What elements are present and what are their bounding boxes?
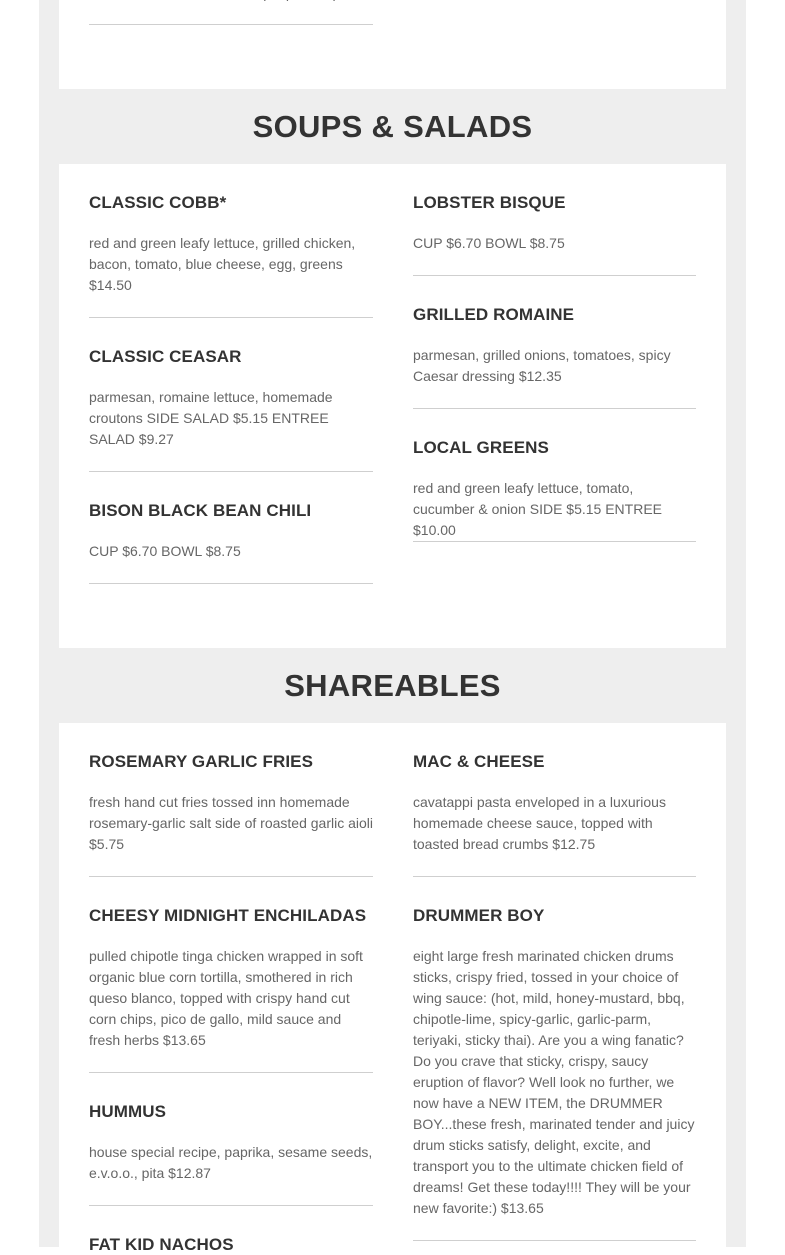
menu-item-name: FAT KID NACHOS	[89, 1235, 234, 1254]
menu-item-rosemary-garlic-fries	[89, 752, 373, 877]
menu-item-description: red and green leafy lettuce, grilled chicken, bacon, tomato, blue cheese, egg, greens $14.50	[89, 235, 356, 293]
menu-item-fat-kid-nachos	[89, 1235, 373, 1254]
menu-item-description: parmesan, romaine lettuce, homemade croutons SIDE SALAD $5.15 ENTREE SALAD $9.27	[89, 389, 333, 447]
menu-item-lobster-bisque	[413, 193, 696, 276]
section-header-shareables	[59, 648, 726, 723]
menu-item-description: parmesan, grilled onions, tomatoes, spicy Caesar dressing $12.35	[413, 347, 671, 384]
menu-item-bison-black-bean-chili	[89, 501, 373, 584]
menu-item-name: CLASSIC COBB*	[89, 193, 227, 212]
menu-item-description: pulled chipotle tinga chicken wrapped in soft organic blue corn tortilla, smothered in rich queso blanco, topped with crispy hand cut corn chips, pico de gallo, mild sauce and fresh herbs $13.65	[89, 948, 363, 1048]
section-title: SOUPS & SALADS	[252, 109, 533, 144]
menu-item-name: CHEESY MIDNIGHT ENCHILADAS	[89, 906, 367, 925]
menu-item-classic-cobb	[89, 193, 373, 318]
menu-item-description: cavatappi pasta enveloped in a luxurious homemade cheese sauce, topped with toasted bread crumbs $12.75	[413, 794, 666, 852]
menu-item-description: fresh hand cut fries tossed inn homemade rosemary-garlic salt side of roasted garlic aioli $5.75	[89, 794, 373, 852]
section-header-soups-salads	[59, 89, 726, 164]
menu-item-description: red and green leafy lettuce, tomato, cucumber & onion SIDE $5.15 ENTREE $10.00	[413, 480, 663, 538]
menu-item-name: LOCAL GREENS	[413, 438, 549, 457]
menu-item-mac-and-cheese	[413, 752, 696, 877]
menu-item-hummus	[89, 1102, 373, 1206]
menu-item-name: MAC & CHEESE	[413, 752, 545, 771]
menu-item-grilled-romaine	[413, 305, 696, 409]
menu-item-local-greens	[413, 438, 696, 542]
menu-item-name: ROSEMARY GARLIC FRIES	[89, 752, 314, 771]
menu-item-name: CLASSIC CEASAR	[89, 347, 242, 366]
section-title: SHAREABLES	[284, 668, 501, 703]
menu-item-name: DRUMMER BOY	[413, 906, 545, 925]
menu-item-description: house special recipe, paprika, sesame seeds, e.v.o.o., pita $12.87	[89, 1144, 373, 1181]
menu-item-cheesy-midnight-enchiladas	[89, 906, 373, 1073]
menu-item-description	[89, 0, 361, 4]
menu-item-partial	[89, 0, 373, 25]
menu-item-name: GRILLED ROMAINE	[413, 305, 575, 324]
menu-item-name: BISON BLACK BEAN CHILI	[89, 501, 312, 520]
menu-item-description: eight large fresh marinated chicken drums sticks, crispy fried, tossed in your choice of wing sauce: (hot, mild, honey-mustard, bbq, chipotle-lime, spicy-garlic, garlic-parm, teriyaki, sticky thai). Are you a wing fanatic? Do you crave that sticky, crispy, saucy eruption of flavor? Well look no further, we now have a NEW ITEM, the DRUMMER BOY...these fresh, marinated tender and juicy drum sticks satisfy, delight, excite, and transport you to the ultimate chicken field of dreams! Get these today!!!! They will be your new favorite:) $13.65	[413, 948, 695, 1216]
menu-item-description: CUP $6.70 BOWL $8.75	[413, 235, 565, 251]
menu-item-description: CUP $6.70 BOWL $8.75	[89, 543, 241, 559]
menu-card	[59, 0, 726, 1254]
menu-item-name: HUMMUS	[89, 1102, 167, 1121]
menu-item-name: LOBSTER BISQUE	[413, 193, 566, 212]
page-background	[39, 0, 746, 1254]
menu-item-classic-ceasar	[89, 347, 373, 472]
menu-item-drummer-boy	[413, 906, 696, 1241]
